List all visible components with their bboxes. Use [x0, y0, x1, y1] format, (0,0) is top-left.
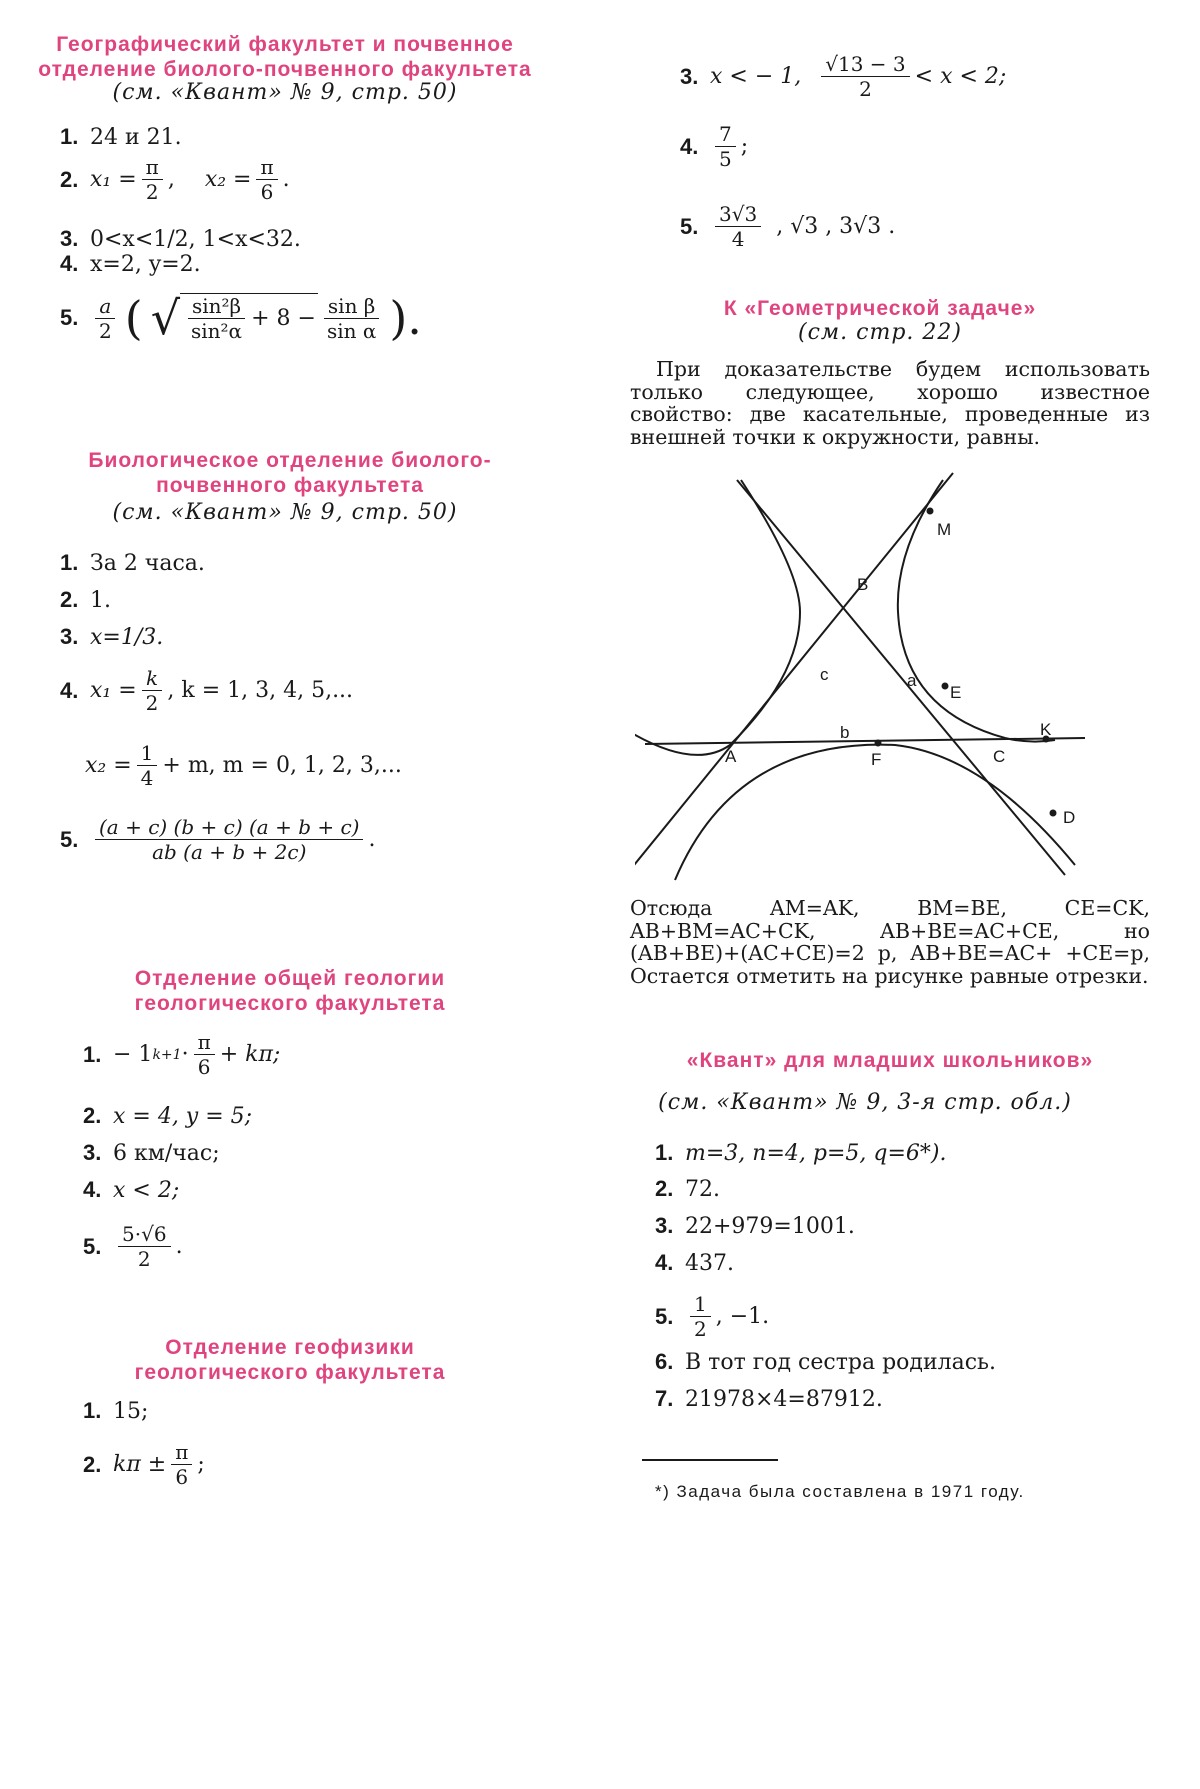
footnote: *) Задача была составлена в 1971 году.	[655, 1482, 1025, 1501]
section-title-geology: Отделение общей геологии геологического факультета	[134, 967, 446, 1015]
point-label-E: E	[950, 683, 962, 702]
point-label-B: B	[857, 575, 869, 594]
point-label-K: K	[1040, 720, 1052, 739]
geometry-figure	[635, 470, 1105, 890]
section-title-geometry: К «Геометрической задаче»	[723, 297, 1037, 320]
answer-item: 2. kπ ± $\frac{\pi}{6}$ ;	[83, 1440, 205, 1489]
answer-item: 3. x < − 1, √13 − 3 2 < x < 2;	[680, 52, 1007, 101]
point-label-F: F	[871, 750, 882, 769]
answer-item: 5. a 2 ( √ sin²β sin²α + 8 − $\frac{\text{sin β}}{\text{sin α}}$ ).	[60, 291, 422, 345]
answer-item: 2. 1.	[60, 587, 111, 613]
section-title-geophysics: Отделение геофизики геологического факультета	[134, 1336, 446, 1384]
point-label-A: A	[725, 747, 737, 766]
answer-item: 1. 24 и 21.	[60, 124, 182, 150]
section-ref: (см. «Квант» № 9, стр. 50)	[112, 500, 458, 525]
point-label-D: D	[1063, 808, 1076, 827]
segment-label-b: b	[840, 723, 850, 742]
answer-item: 3. 0<x<1/2, 1<x<32.	[60, 226, 301, 252]
section-ref: (см. «Квант» № 9, стр. 50)	[112, 80, 458, 105]
answer-item: 1. m=3, n=4, p=5, q=6*).	[655, 1140, 947, 1166]
tangent-line-am	[635, 473, 953, 870]
answer-item: 5. 3√3 4 , √3 , 3√3 .	[680, 202, 896, 251]
answer-item: 3. 6 км/час;	[83, 1140, 220, 1166]
answer-item: 4. x=2, y=2.	[60, 251, 201, 277]
answer-item: 1. 15;	[83, 1398, 149, 1424]
answer-item-cont: x₂ = $\frac{1}{4}$ + m, m = 0, 1, 2, 3,...	[85, 741, 402, 790]
section-title-geography: Географический факультет и почвенное отделение биолого-почвенного факультета	[38, 33, 532, 81]
segment-label-a: a	[907, 671, 917, 690]
answer-item: 4. 7 5 ;	[680, 122, 749, 171]
answer-item: 4. x₁ = $\frac{k}{2}$ , k = 1, 3, 4, 5,...	[60, 666, 354, 715]
section-ref: (см. стр. 22)	[798, 320, 962, 345]
answer-item: 3. 22+979=1001.	[655, 1213, 855, 1239]
proof-paragraph: При доказательстве будем использовать только следующее, хорошо известное свойство: две касательные, проведенные из внешней точки к окружности, равны.	[630, 357, 1150, 449]
answer-item: 6. В тот год сестра родилась.	[655, 1349, 996, 1375]
footnote-rule	[642, 1459, 778, 1461]
answer-item: 1. − 1 k+1 · π 6 + kπ;	[83, 1030, 281, 1079]
answer-item: 4. 437.	[655, 1250, 734, 1276]
section-title-biology: Биологическое отделение биолого-почвенного факультета	[88, 449, 492, 497]
circle-arc-left	[635, 480, 800, 755]
answer-item: 7. 21978×4=87912.	[655, 1386, 883, 1412]
answer-item: 2. 72.	[655, 1176, 720, 1202]
answer-item: 3. x=1/3.	[60, 624, 164, 650]
answer-item: 2. x = 4, y = 5;	[83, 1103, 253, 1129]
answer-item: 5. (a + c) (b + c) (a + b + c) ab (a + b + 2c) .	[60, 815, 376, 864]
segment-label-c: c	[820, 665, 829, 684]
point-label-M: M	[937, 520, 952, 539]
point-label-C: C	[993, 747, 1006, 766]
answer-item: 4. x < 2;	[83, 1177, 180, 1203]
section-title-kids: «Квант» для младших школьников»	[686, 1049, 1094, 1072]
section-ref: (см. «Квант» № 9, 3-я стр. обл.)	[658, 1090, 1072, 1115]
answer-item: 2. x₁ = $\frac{\pi}{2}$ , x₂ = $\frac{\pi}{6}$ .	[60, 155, 290, 204]
answer-item: 5. 5·√6 2 .	[83, 1222, 183, 1271]
proof-conclusion: Отсюда AM=AK, BM=BE, CE=CK, AB+BM=AC+CK, AB+BE=AC+CE, но (AB+BE)+(AC+CE)=2 p, AB+BE=AC+ +CE=p, Остается отметить на рисунке равные отрезки.	[630, 896, 1150, 988]
answer-item: 1. За 2 часа.	[60, 550, 205, 576]
answer-item: 5. 1 2 , −1.	[655, 1292, 770, 1341]
